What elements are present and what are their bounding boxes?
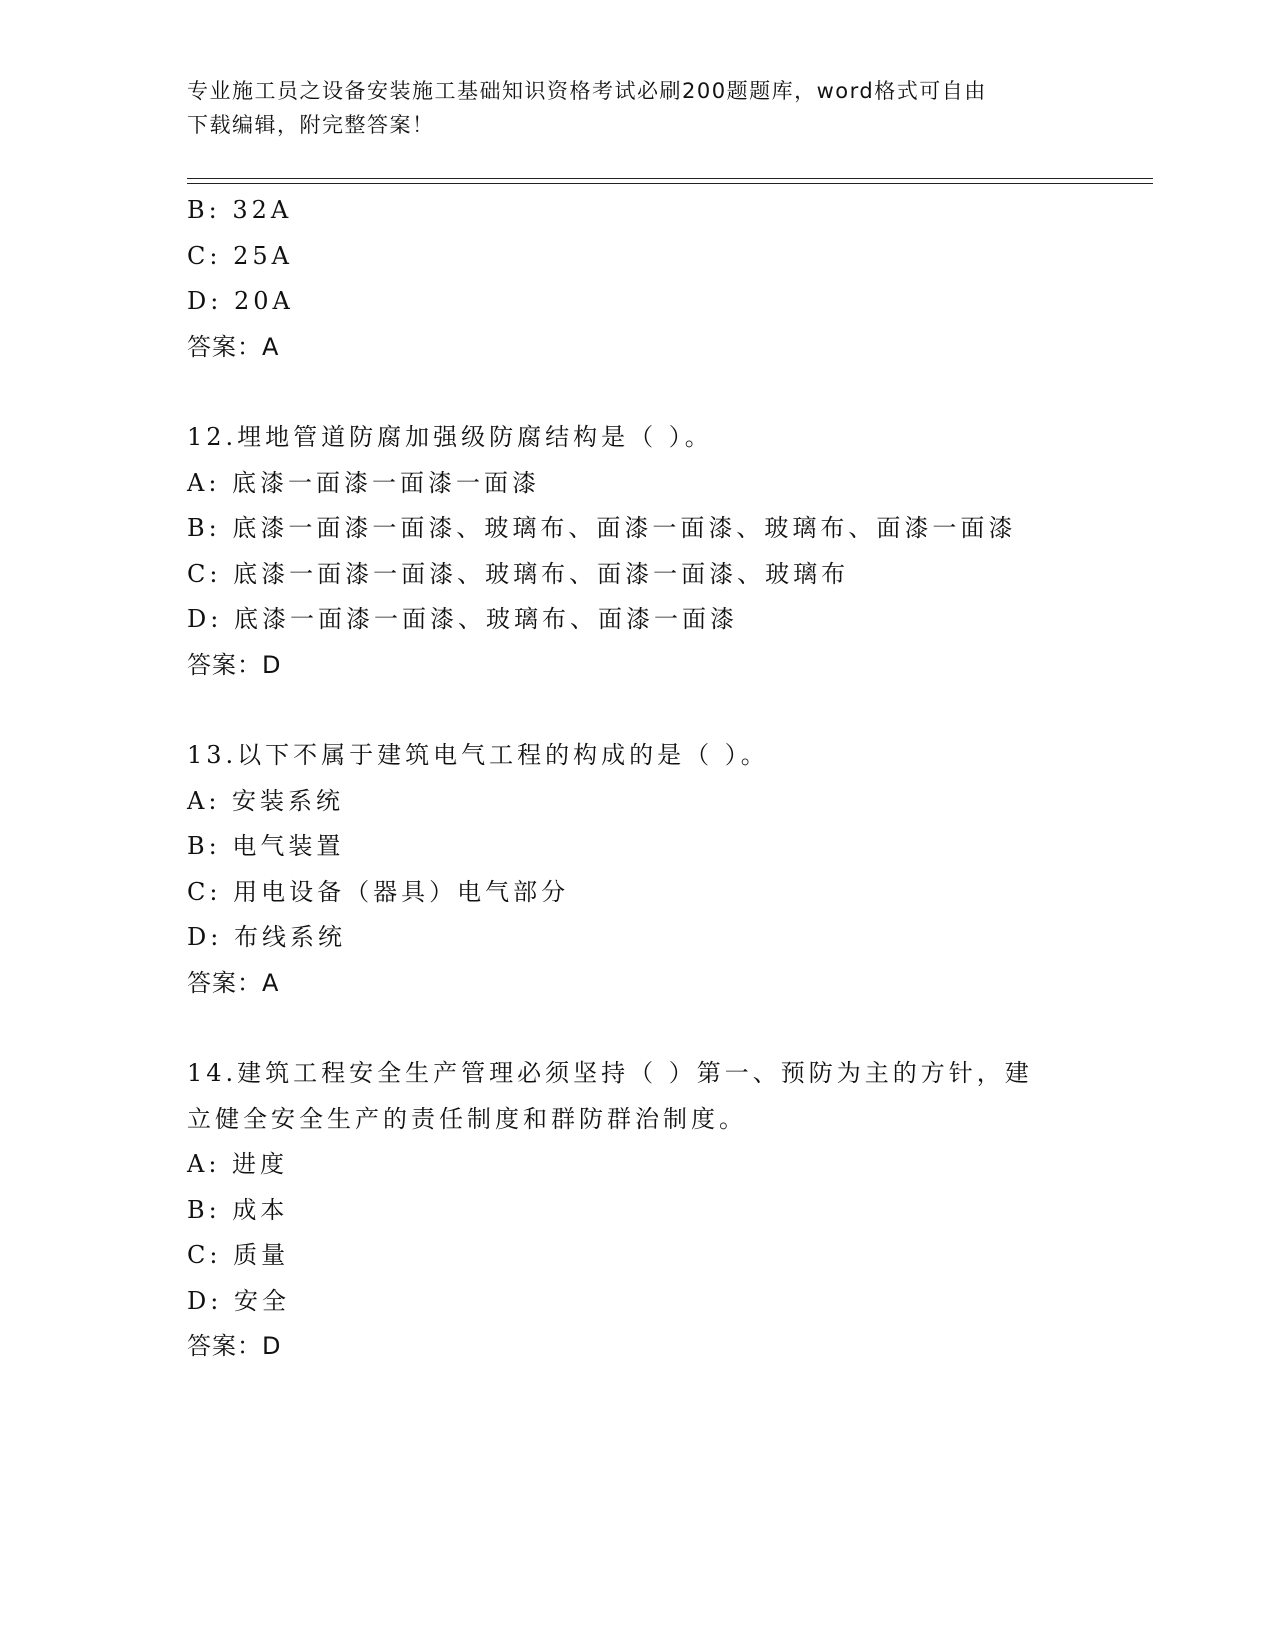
answer: 答案：D xyxy=(187,650,282,679)
header-line-1: 专业施工员之设备安装施工基础知识资格考试必刷200题题库，word格式可自由 xyxy=(187,79,987,103)
question-stem-line-2: 立健全安全生产的责任制度和群防群治制度。 xyxy=(187,1104,747,1133)
header-divider-top xyxy=(187,178,1153,179)
option-c: C: 底漆一面漆一面漆、玻璃布、面漆一面漆、玻璃布 xyxy=(187,559,850,588)
option-a: A: 安装系统 xyxy=(187,786,345,815)
option-b: B: 底漆一面漆一面漆、玻璃布、面漆一面漆、玻璃布、面漆一面漆 xyxy=(187,514,1017,542)
answer: 答案：D xyxy=(187,1332,282,1360)
spacer xyxy=(187,688,1087,733)
option-b: B: 成本 xyxy=(187,1195,289,1224)
option-b: B: 电气装置 xyxy=(187,832,345,860)
option-c: C: 用电设备（器具）电气部分 xyxy=(187,877,570,906)
question-13 xyxy=(187,733,1087,1006)
answer: 答案：A xyxy=(187,332,280,361)
option-a: A: 底漆一面漆一面漆一面漆 xyxy=(187,468,541,497)
option-d: D: 20A xyxy=(187,287,294,315)
question-stem: 13.以下不属于建筑电气工程的构成的是（ ）。 xyxy=(187,741,769,769)
question-list xyxy=(187,188,1087,1370)
question-11-continued xyxy=(187,188,1087,370)
option-c: C: 25A xyxy=(187,241,293,270)
option-d: D: 底漆一面漆一面漆、玻璃布、面漆一面漆 xyxy=(187,605,738,633)
answer: 答案：A xyxy=(187,968,280,997)
option-d: D: 布线系统 xyxy=(187,923,346,951)
spacer xyxy=(187,1006,1087,1051)
question-stem-line-1: 14.建筑工程安全生产管理必须坚持（ ）第一、预防为主的方针，建 xyxy=(187,1059,1033,1087)
option-d: D: 安全 xyxy=(187,1286,290,1315)
option-b: B: 32A xyxy=(187,196,293,224)
option-a: A: 进度 xyxy=(187,1150,289,1178)
question-12 xyxy=(187,415,1087,688)
option-c: C: 质量 xyxy=(187,1241,290,1269)
question-stem: 12.埋地管道防腐加强级防腐结构是（ ）。 xyxy=(187,423,713,451)
header-divider-bottom xyxy=(187,183,1153,184)
question-14 xyxy=(187,1051,1087,1370)
document-header xyxy=(187,74,1067,142)
spacer xyxy=(187,370,1087,415)
header-line-2: 下载编辑，附完整答案！ xyxy=(187,113,435,137)
